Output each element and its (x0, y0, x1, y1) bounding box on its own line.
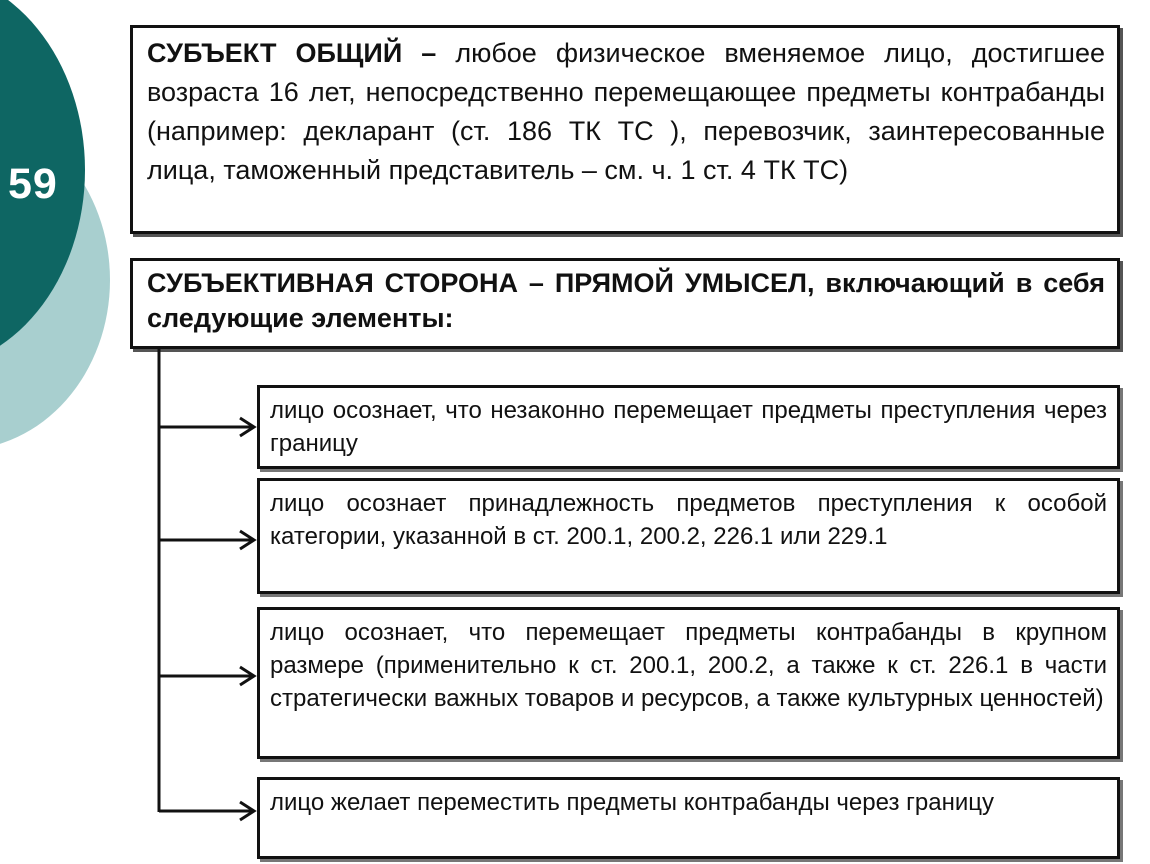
subject-description: любое физическое вменяемое лицо, достигшее возраста 16 лет, непосредственно перемещающее предметы контрабанды (например: декларант (ст. 186 ТК ТС ), перевозчик, заинтересованные лица, таможенный представитель – см. ч. 1 ст. 4 ТК ТС) (147, 38, 1105, 185)
element-text-2: лицо осознает принадлежность предметов преступления к особой категории, указанной в ст. 200.1, 200.2, 226.1 или 229.1 (270, 490, 1107, 550)
arrow-to-element-2 (159, 531, 254, 549)
arrow-to-element-1 (159, 418, 254, 436)
arrow-to-element-4 (159, 802, 254, 820)
element-box-3 (257, 607, 1120, 759)
element-text-3: лицо осознает, что перемещает предметы контрабанды в крупном размере (применительно к ст. 200.1, 200.2, а также к ст. 226.1 в части стратегически важных товаров и ресурсов, а также культурных ценностей) (270, 619, 1107, 712)
subjective-side-text: СУБЪЕКТИВНАЯ СТОРОНА – ПРЯМОЙ УМЫСЕЛ, включающий в себя следующие элементы: (147, 268, 1105, 333)
element-box-1 (257, 385, 1120, 469)
element-text-1: лицо осознает, что незаконно перемещает предметы преступления через границу (270, 397, 1107, 457)
arrow-to-element-3 (159, 667, 254, 685)
slide-number: 59 (8, 160, 58, 208)
element-box-4 (257, 777, 1120, 859)
element-box-2 (257, 478, 1120, 594)
subject-title: СУБЪЕКТ ОБЩИЙ – (147, 38, 437, 68)
element-text-4: лицо желает переместить предметы контрабанды через границу (270, 789, 994, 816)
